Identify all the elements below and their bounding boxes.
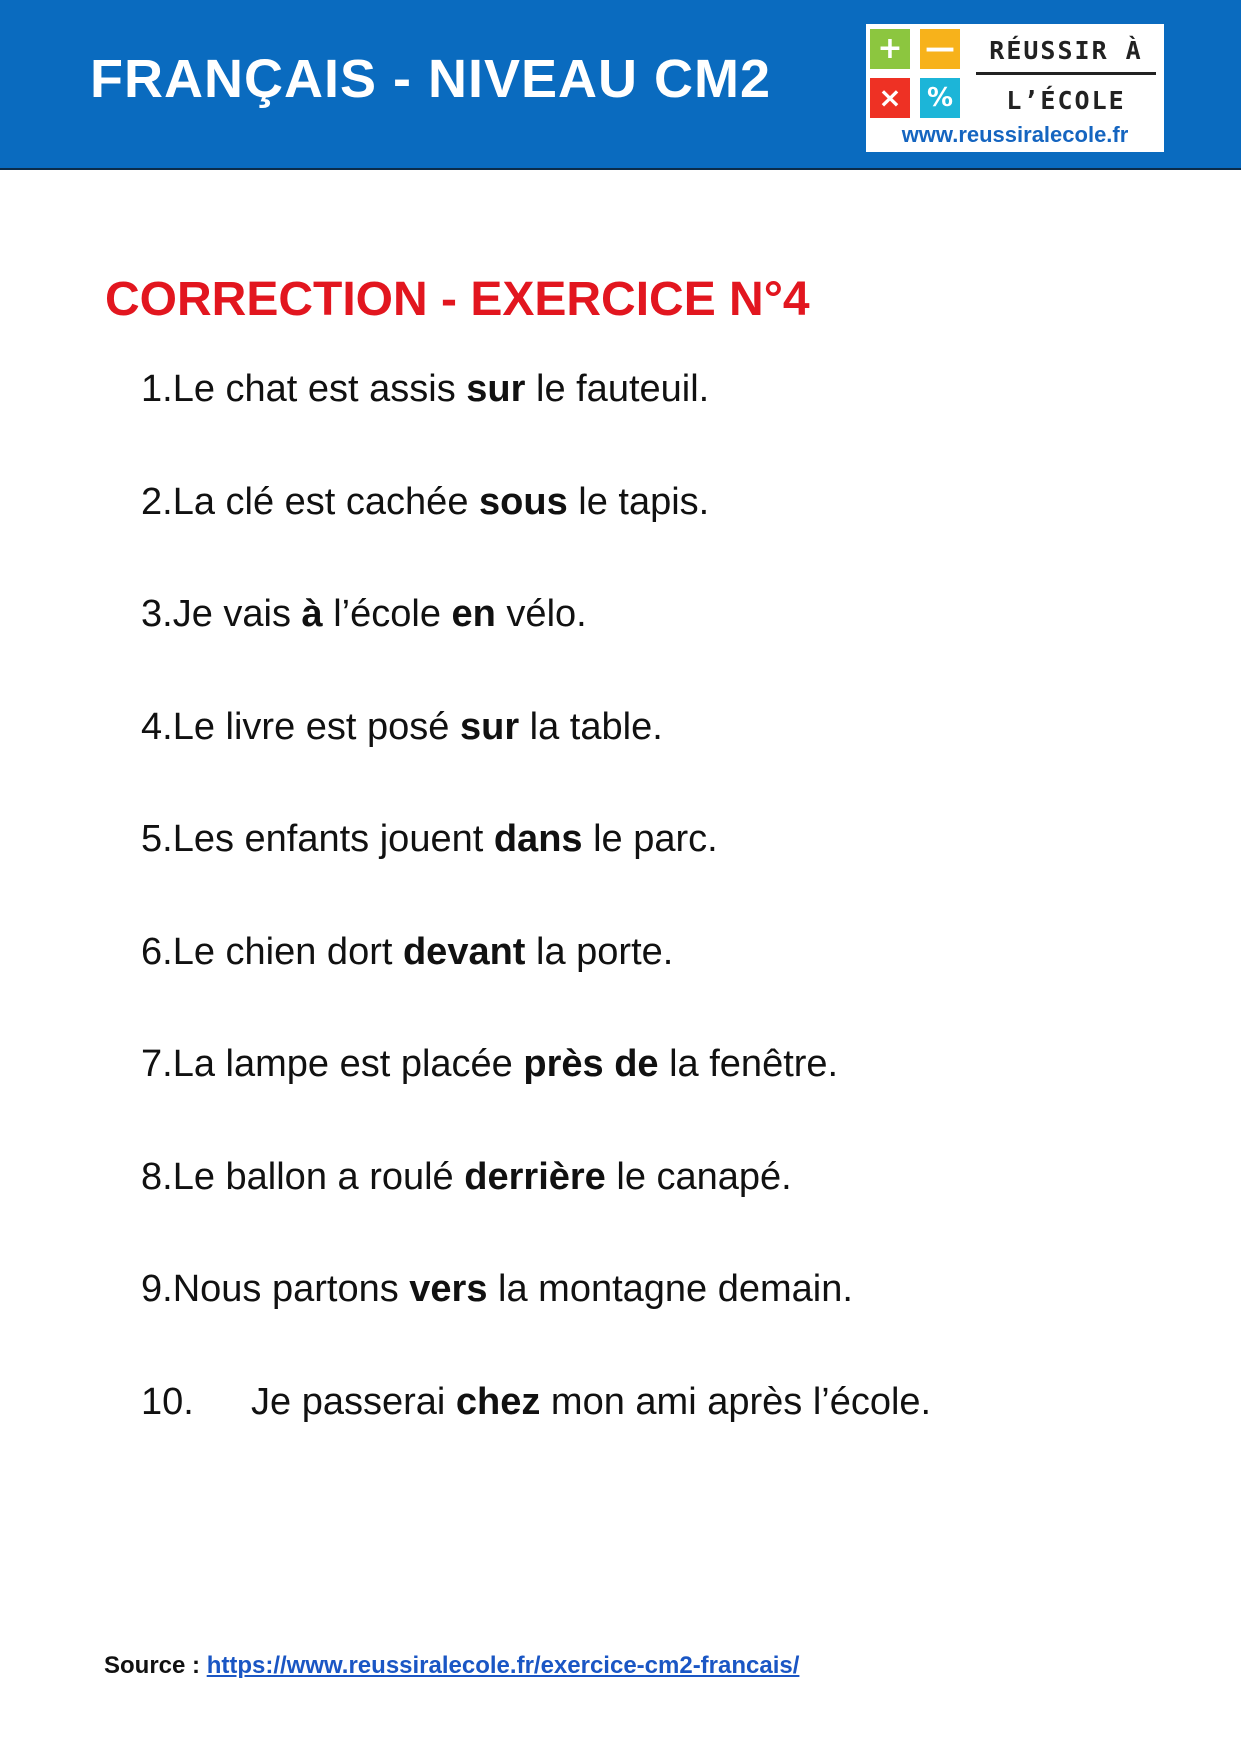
sentence-text: le parc. bbox=[582, 818, 718, 860]
answer-item bbox=[141, 1045, 931, 1158]
sentence-text: mon ami après l’école. bbox=[540, 1380, 932, 1423]
sentence-text: Nous partons bbox=[172, 1268, 410, 1310]
sentence-text: vélo. bbox=[495, 593, 587, 635]
percent-icon: % bbox=[920, 78, 960, 118]
correction-title: CORRECTION - EXERCICE N°4 bbox=[105, 273, 810, 326]
site-logo[interactable] bbox=[866, 24, 1164, 152]
sentence-text: le fauteuil. bbox=[525, 368, 710, 410]
logo-text-line2: L’ÉCOLE bbox=[1006, 86, 1126, 115]
page-header-title: FRANÇAIS - NIVEAU CM2 bbox=[90, 49, 772, 109]
logo-url[interactable]: www.reussiralecole.fr bbox=[901, 122, 1129, 147]
answer-word: en bbox=[451, 593, 496, 635]
item-number: 5. bbox=[141, 818, 173, 860]
item-number: 10. bbox=[141, 1380, 194, 1423]
answer-item bbox=[141, 820, 931, 933]
answer-item bbox=[141, 370, 931, 483]
sentence-text: le tapis. bbox=[567, 480, 710, 523]
answer-word: devant bbox=[402, 930, 526, 973]
answer-word: derrière bbox=[464, 1155, 606, 1198]
sentence-text: le canapé. bbox=[605, 1155, 792, 1198]
sentence-text: Le chien dort bbox=[172, 930, 403, 973]
item-number: 6. bbox=[141, 930, 173, 973]
plus-icon: + bbox=[870, 29, 910, 69]
logo-divider bbox=[976, 72, 1156, 75]
sentence-text: la fenêtre. bbox=[658, 1043, 839, 1085]
sentence-text: Le ballon a roulé bbox=[172, 1155, 465, 1198]
answer-item bbox=[141, 1155, 931, 1271]
sentence-text: La lampe est placée bbox=[172, 1043, 524, 1085]
times-icon: × bbox=[870, 78, 910, 118]
answer-word: vers bbox=[409, 1268, 488, 1310]
answer-item bbox=[141, 1270, 931, 1383]
sentence-text: Le chat est assis bbox=[172, 368, 467, 410]
answer-item bbox=[141, 930, 931, 1046]
sentence-text: la table. bbox=[519, 705, 663, 748]
answer-word: à bbox=[301, 593, 323, 635]
item-number: 3. bbox=[141, 593, 173, 635]
item-number: 9. bbox=[141, 1268, 173, 1310]
answer-list bbox=[141, 370, 931, 1495]
item-number: 7. bbox=[141, 1043, 173, 1085]
sentence-text: Je vais bbox=[172, 593, 302, 635]
item-number: 2. bbox=[141, 480, 173, 523]
answer-item bbox=[141, 705, 931, 821]
answer-word: sous bbox=[479, 480, 568, 523]
source-label: Source : bbox=[104, 1652, 207, 1679]
sentence-text: la montagne demain. bbox=[487, 1268, 853, 1310]
answer-item bbox=[141, 480, 931, 596]
item-number: 1. bbox=[141, 368, 173, 410]
sentence-text: Je passerai bbox=[251, 1380, 456, 1423]
sentence-text: l’école bbox=[322, 593, 452, 635]
item-number: 4. bbox=[141, 705, 173, 748]
answer-word: chez bbox=[455, 1380, 541, 1423]
minus-icon: — bbox=[920, 29, 960, 69]
sentence-text: la porte. bbox=[525, 930, 674, 973]
answer-item bbox=[141, 595, 931, 708]
answer-word: dans bbox=[493, 818, 583, 860]
item-number: 8. bbox=[141, 1155, 173, 1198]
sentence-text: Les enfants jouent bbox=[172, 818, 494, 860]
header-banner bbox=[0, 0, 1241, 170]
source-footer bbox=[104, 1652, 799, 1680]
answer-word: près de bbox=[523, 1043, 659, 1085]
answer-word: sur bbox=[459, 705, 520, 748]
answer-item bbox=[141, 1380, 932, 1496]
sentence-text: Le livre est posé bbox=[172, 705, 460, 748]
source-link[interactable]: https://www.reussiralecole.fr/exercice-cm2-francais/ bbox=[206, 1652, 800, 1679]
sentence-text: La clé est cachée bbox=[172, 480, 480, 523]
logo-text-line1: RÉUSSIR À bbox=[989, 36, 1143, 65]
answer-word: sur bbox=[466, 368, 526, 410]
